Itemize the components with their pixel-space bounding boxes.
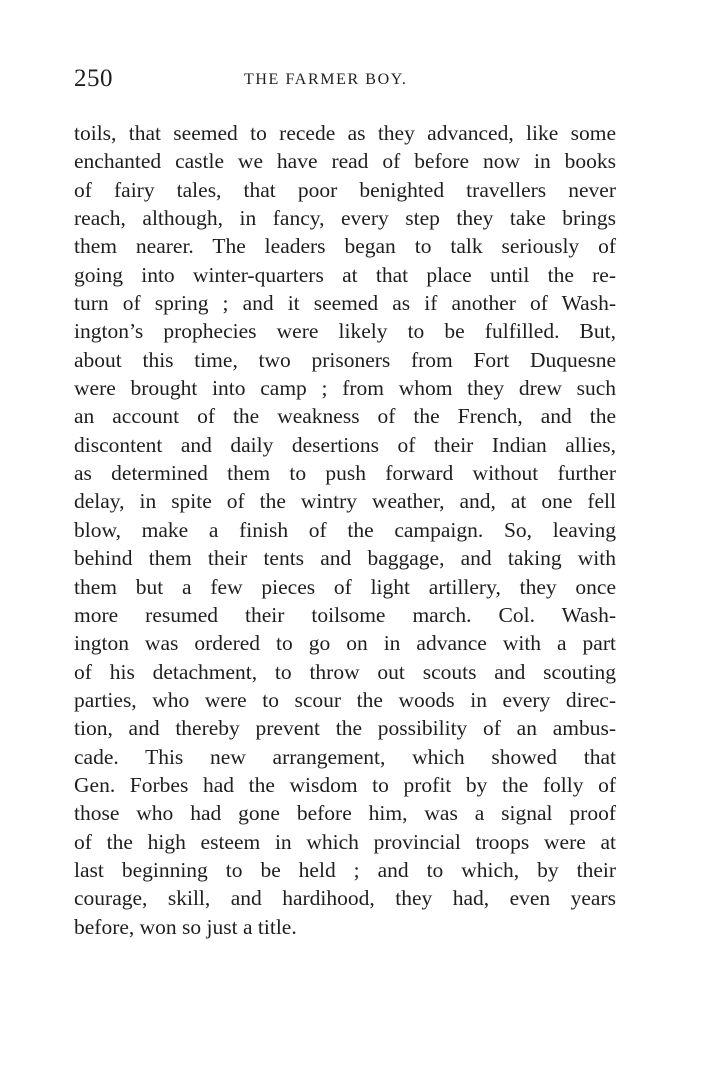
text-line-last: before, won so just a title. bbox=[74, 914, 297, 939]
text-line: delay, in spite of the wintry weather, and, at one fell bbox=[74, 489, 616, 514]
body-text bbox=[74, 119, 616, 941]
running-title: THE FARMER BOY. bbox=[244, 71, 408, 88]
text-line: about this time, two prisoners from Fort Duquesne bbox=[74, 347, 616, 372]
text-line: last beginning to be held ; and to which, by their bbox=[74, 857, 616, 882]
text-line: ington was ordered to go on in advance with a part bbox=[74, 631, 616, 656]
text-line: reach, although, in fancy, every step they take brings bbox=[74, 206, 616, 231]
text-line: blow, make a finish of the campaign. So, leaving bbox=[74, 517, 616, 542]
text-line: them but a few pieces of light artillery, they once bbox=[74, 574, 616, 599]
text-line: turn of spring ; and it seemed as if another of Wash- bbox=[74, 291, 616, 316]
text-line: of fairy tales, that poor benighted travellers never bbox=[74, 177, 616, 202]
text-line: an account of the weakness of the French, and the bbox=[74, 404, 616, 429]
text-line: ington’s prophecies were likely to be fulfilled. But, bbox=[74, 319, 616, 344]
text-line: of his detachment, to throw out scouts and scouting bbox=[74, 659, 616, 684]
text-line: toils, that seemed to recede as they advanced, like some bbox=[74, 121, 616, 145]
text-line: parties, who were to scour the woods in every direc- bbox=[74, 687, 616, 712]
text-line: cade. This new arrangement, which showed that bbox=[74, 744, 616, 769]
text-line: courage, skill, and hardihood, they had, even years bbox=[74, 886, 616, 911]
text-line: behind them their tents and baggage, and taking with bbox=[74, 546, 616, 571]
text-line: Gen. Forbes had the wisdom to profit by the folly of bbox=[74, 772, 616, 797]
text-line: of the high esteem in which provincial troops were at bbox=[74, 829, 616, 854]
text-line: those who had gone before him, was a signal proof bbox=[74, 801, 616, 826]
text-line: were brought into camp ; from whom they drew such bbox=[74, 376, 616, 401]
text-line: more resumed their toilsome march. Col. Wash- bbox=[74, 602, 616, 627]
text-line: going into winter-quarters at that place until the re- bbox=[74, 262, 616, 287]
text-line: discontent and daily desertions of their Indian allies, bbox=[74, 432, 616, 457]
text-line: as determined them to push forward without further bbox=[74, 461, 616, 486]
page-number: 250 bbox=[74, 65, 113, 92]
text-line: enchanted castle we have read of before now in books bbox=[74, 149, 616, 174]
text-line: tion, and thereby prevent the possibility of an ambus- bbox=[74, 716, 616, 741]
page-header bbox=[74, 64, 616, 94]
text-line: them nearer. The leaders began to talk seriously of bbox=[74, 234, 616, 259]
